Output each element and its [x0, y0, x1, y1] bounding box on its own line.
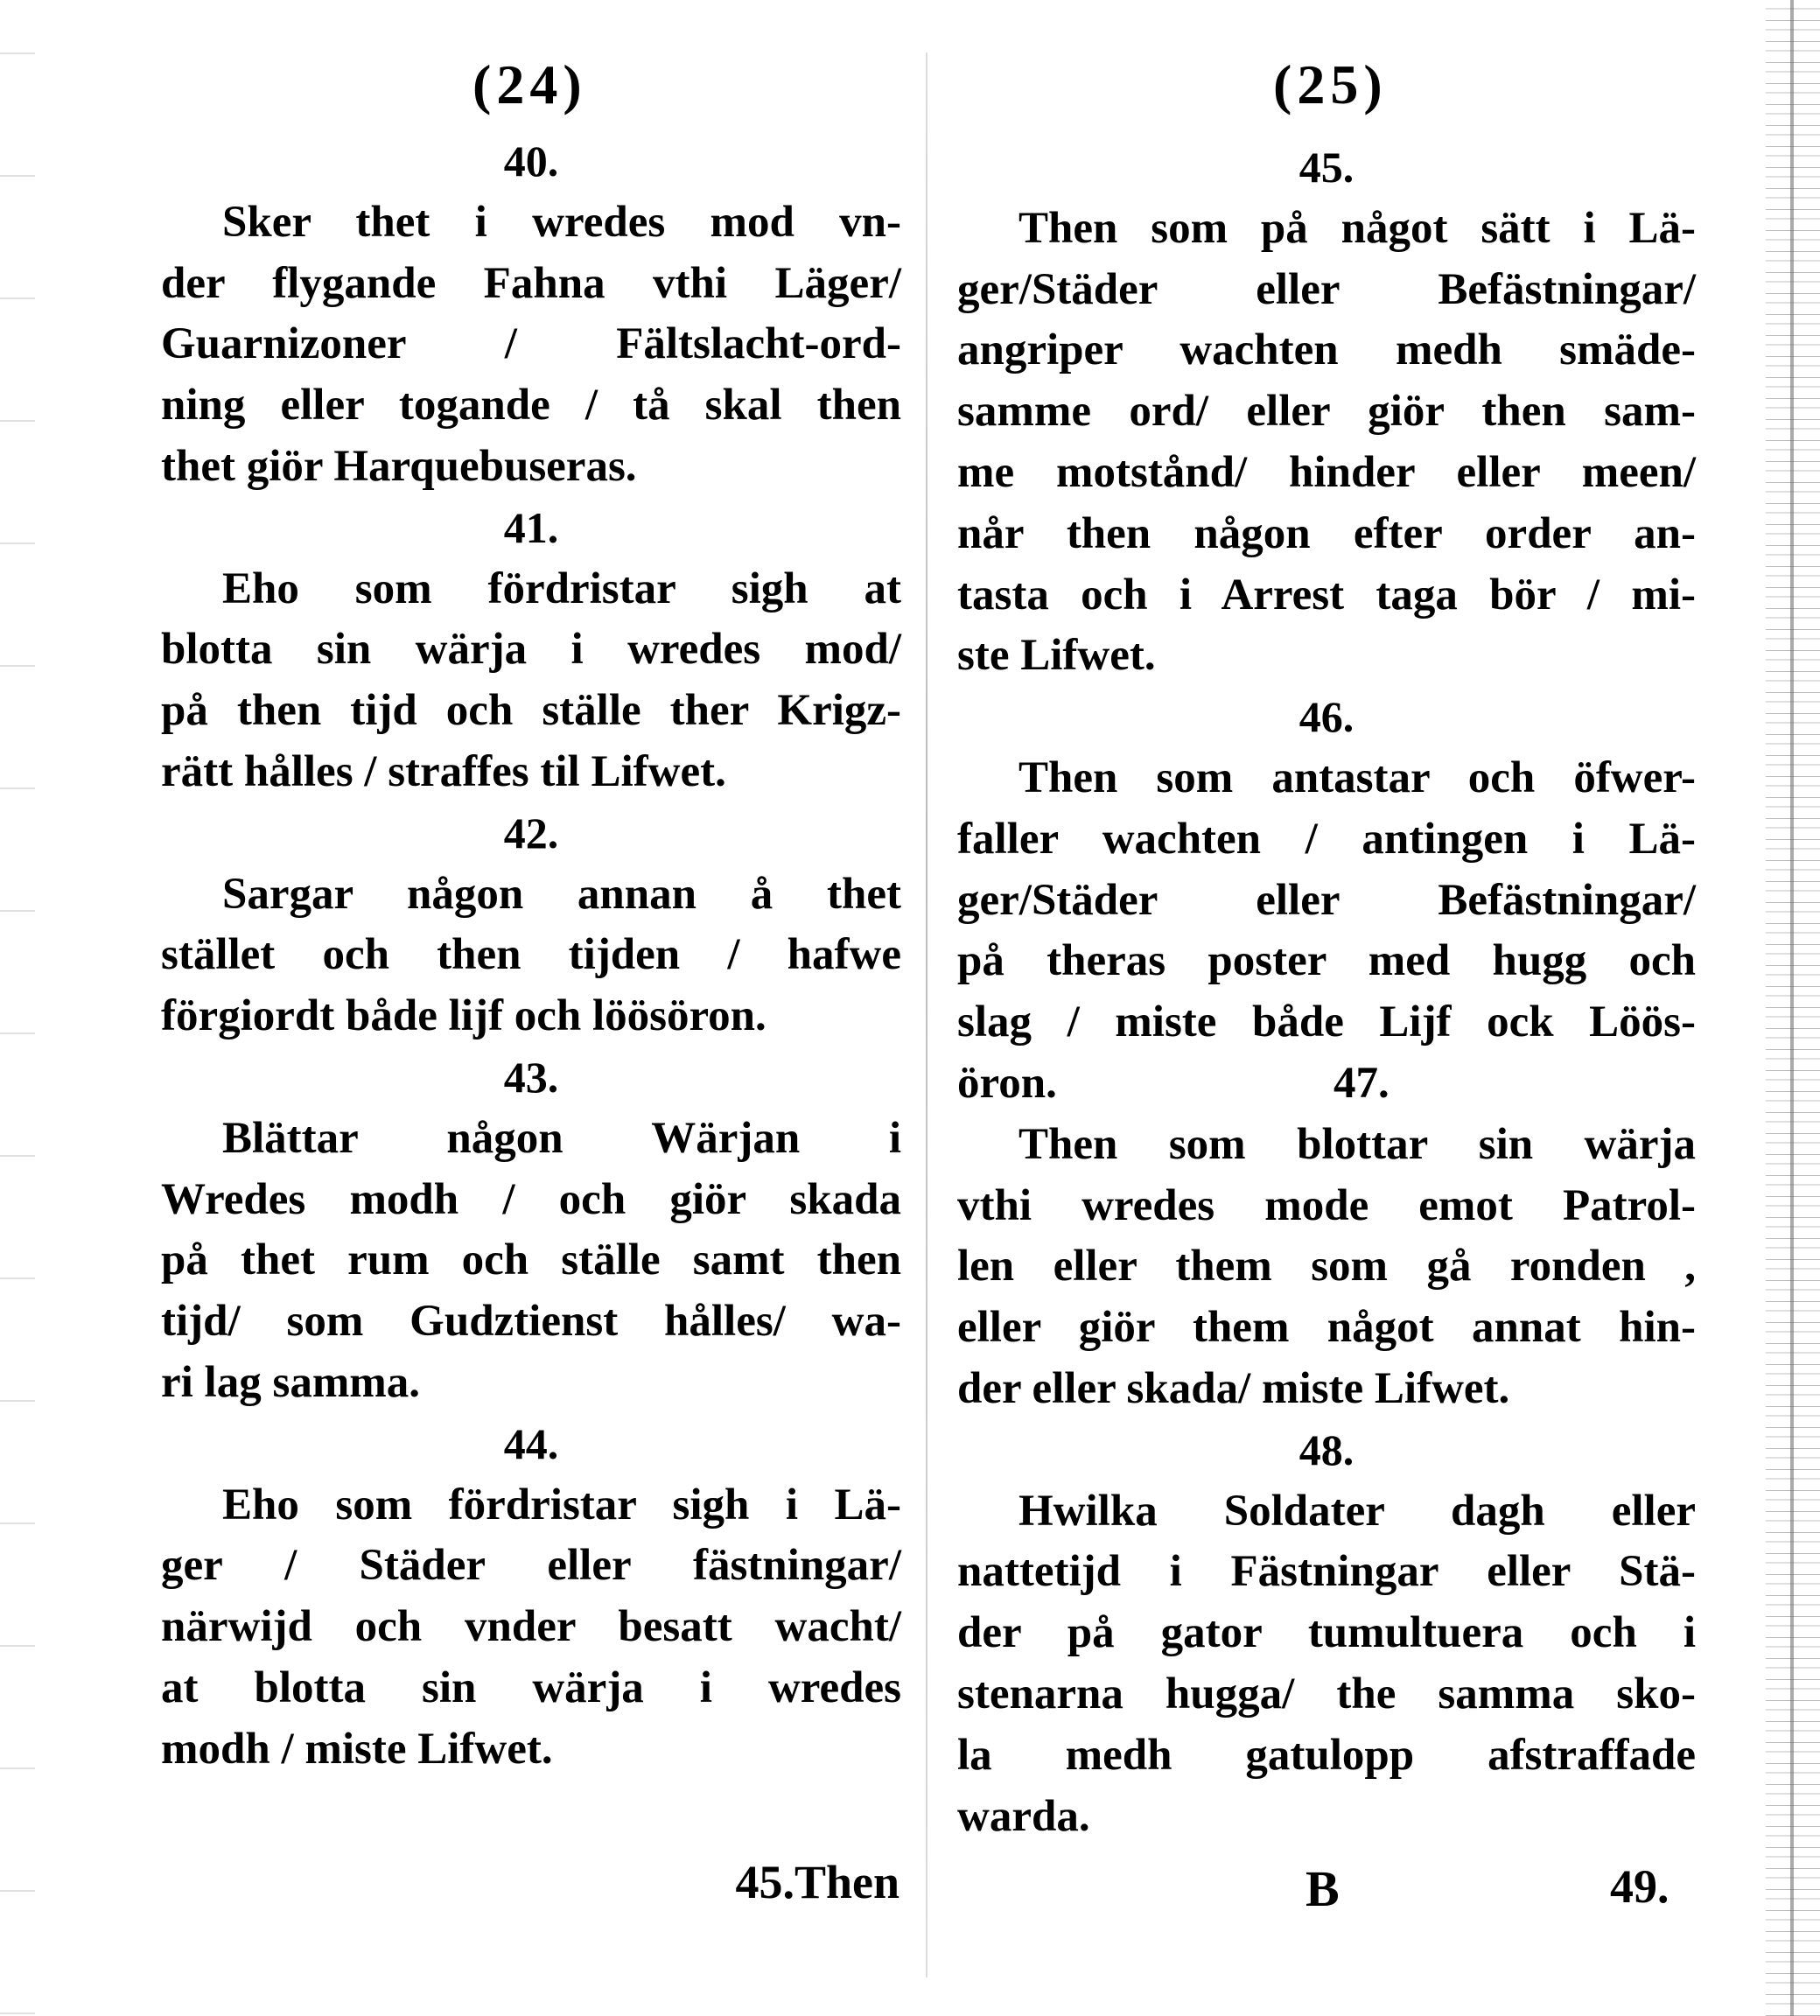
text-line-content: förgiordt både lijf och löösöron.: [161, 991, 766, 1041]
text-line-content: thet giör Harquebuseras.: [161, 442, 637, 491]
text-line: tasta och i Arrest taga bör / mi-: [957, 570, 1696, 620]
text-line: Hwilka Soldater dagh eller: [1018, 1486, 1696, 1536]
text-line: [161, 985, 901, 1046]
text-line: Eho som fördristar sigh at: [222, 564, 901, 613]
text-line-content: rätt hålles / straffes til Lifwet.: [161, 747, 726, 796]
text-line: der på gator tumultuera och i: [957, 1608, 1696, 1658]
text-line: faller wachten / antingen i Lä-: [957, 814, 1696, 864]
text-line: Then som på något sätt i Lä-: [1018, 203, 1696, 253]
left-page-number: (24): [472, 53, 587, 116]
text-line-content: modh / miste Lifwet.: [161, 1724, 553, 1774]
article-number: 41.: [503, 502, 559, 552]
text-line: la medh gatulopp afstraffade: [957, 1730, 1696, 1780]
text-line: tijd/ som Gudztienst hålles/ wa-: [161, 1297, 901, 1347]
text-line: Then som blottar sin wärja: [1018, 1119, 1696, 1169]
text-line: ger/Städer eller Befästningar/: [957, 875, 1696, 925]
text-line: slag / miste både Lijf ock Löös-: [957, 998, 1696, 1047]
text-line-content: ste Lifwet.: [957, 631, 1156, 681]
article-number: 42.: [503, 808, 559, 858]
text-line: Then som antastar och öfwer-: [1018, 753, 1696, 802]
text-line: når then någon efter order an-: [957, 508, 1696, 558]
text-line: Blättar någon Wärjan i: [222, 1113, 901, 1163]
text-line: blotta sin wärja i wredes mod/: [161, 625, 901, 675]
article-number: 43.: [503, 1053, 559, 1102]
text-line: på theras poster med hugg och: [957, 936, 1696, 986]
text-line: der flygande Fahna vthi Läger/: [161, 258, 901, 308]
text-line: samme ord/ eller giör then sam-: [957, 387, 1696, 437]
right-catchword: 49.: [1610, 1860, 1670, 1913]
text-line: ger/Städer eller Befästningar/: [957, 264, 1696, 314]
page-gutter-divider: [926, 52, 928, 1978]
text-line: Eho som fördristar sigh i Lä-: [222, 1480, 901, 1530]
text-line: stället och then tijden / hafwe: [161, 930, 901, 980]
article-number: 45.: [1298, 143, 1354, 192]
text-line: ger / Städer eller fästningar/: [161, 1541, 901, 1591]
text-line-content: öron.: [957, 1059, 1057, 1108]
text-line-content: warda.: [957, 1791, 1090, 1841]
text-line-content: ri lag samma.: [161, 1358, 421, 1407]
text-line: vthi wredes mode emot Patrol-: [957, 1180, 1696, 1230]
article-number: 40.: [503, 136, 559, 186]
text-line: me motstånd/ hinder eller meen/: [957, 448, 1696, 497]
text-line-content: der eller skada/ miste Lifwet.: [957, 1364, 1510, 1413]
article-number: 44.: [503, 1418, 559, 1468]
text-line: [161, 741, 901, 802]
text-line: [161, 436, 901, 497]
text-line: Sargar någon annan å thet: [222, 869, 901, 919]
text-line: på thet rum och ställe samt then: [161, 1236, 901, 1285]
text-line: at blotta sin wärja i wredes: [161, 1663, 901, 1712]
text-line: [161, 1718, 901, 1780]
text-line: [957, 1786, 1696, 1847]
text-line: stenarna hugga/ the samma sko-: [957, 1670, 1696, 1718]
text-line: [161, 1352, 901, 1413]
right-page-number: (25): [1273, 53, 1388, 116]
text-line: Guarnizoner / Fältslacht-ord-: [161, 319, 901, 369]
article-number: 46.: [1298, 692, 1354, 742]
scan-right-edge-line: [1790, 0, 1794, 2016]
left-catchword: 45.Then: [735, 1856, 900, 1908]
text-line: [957, 625, 1696, 686]
text-line: ning eller togande / tå skal then: [161, 381, 901, 430]
text-line: nattetijd i Fästningar eller Stä-: [957, 1547, 1696, 1597]
article-number: 48.: [1298, 1424, 1354, 1474]
text-line: Sker thet i wredes mod vn-: [222, 197, 901, 247]
scan-left-edge: [0, 0, 35, 2016]
text-line: Wredes modh / och giör skada: [161, 1174, 901, 1224]
text-line: [957, 1358, 1696, 1419]
text-line: angriper wachten medh smäde-: [957, 326, 1696, 375]
signature-mark: B: [1306, 1860, 1340, 1917]
article-number: 47.: [1334, 1059, 1390, 1108]
text-line: len eller them som gå ronden ,: [957, 1242, 1696, 1292]
text-line: [957, 1053, 1696, 1114]
text-line: eller giör them något annat hin-: [957, 1303, 1696, 1353]
text-line: närwijd och vnder besatt wacht/: [161, 1602, 901, 1652]
text-line: på then tijd och ställe ther Krigz-: [161, 686, 901, 736]
